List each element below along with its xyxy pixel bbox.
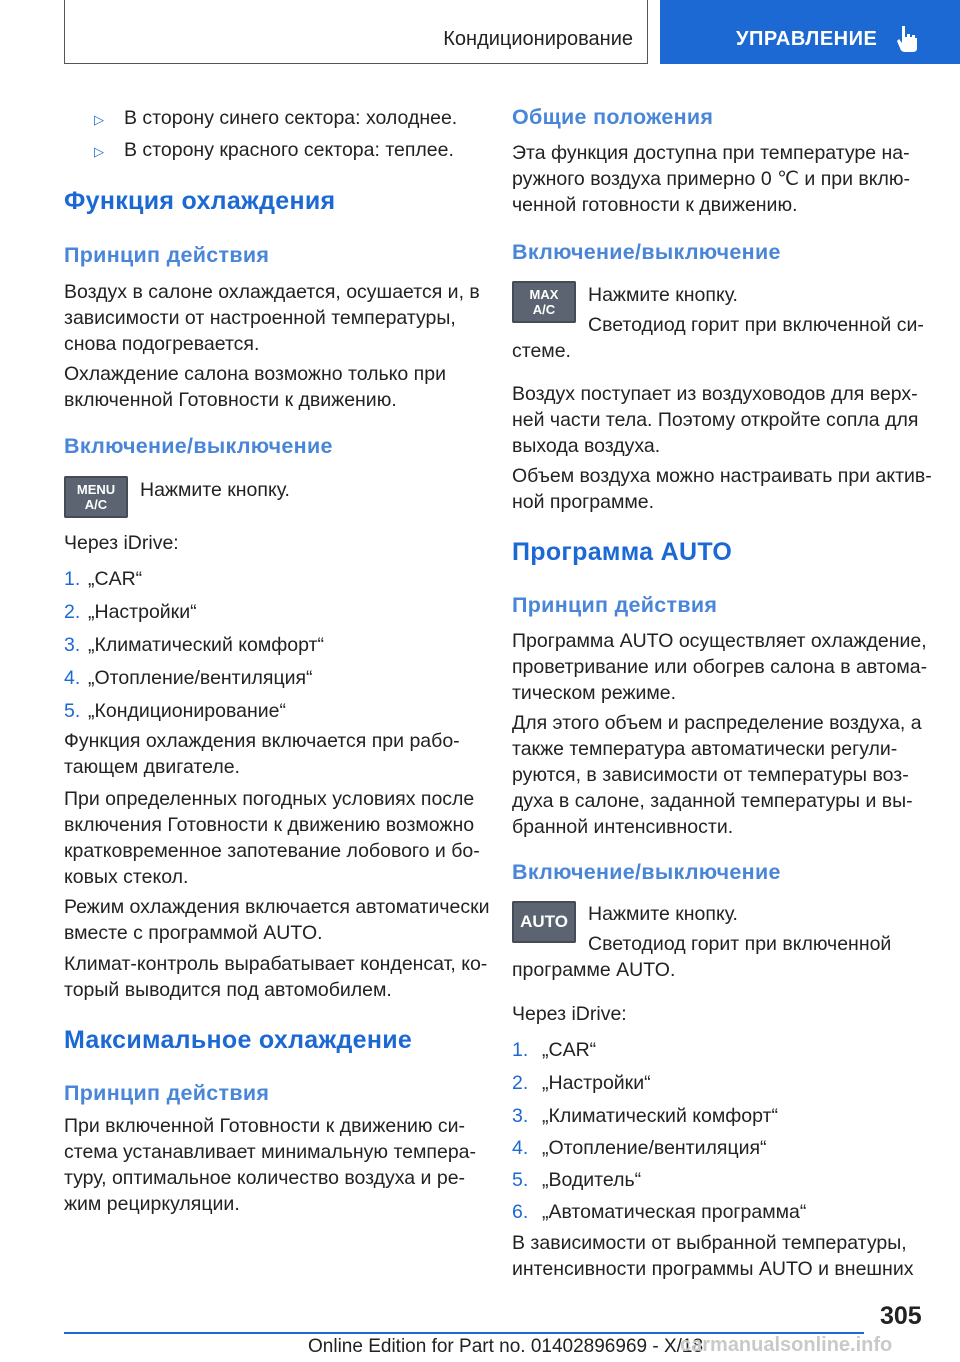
text-line: Через iDrive: <box>64 532 179 554</box>
text-line: Режим охлаждения включается автоматически <box>64 896 490 918</box>
text-line: Нажмите кнопку. <box>588 284 738 306</box>
watermark: carmanualsonline.info <box>680 1334 893 1356</box>
text-line: Нажмите кнопку. <box>588 903 738 925</box>
footer-edition: Online Edition for Part no. 01402896969 - X/18 <box>308 1336 704 1357</box>
text-line: выхода воздуха. <box>512 435 661 457</box>
text-line: стема устанавливает минимальную темпера- <box>64 1141 477 1163</box>
text-line: Климат-контроль вырабатывает конденсат, ко- <box>64 953 488 975</box>
text-line: При определенных погодных условиях после <box>64 788 475 810</box>
text-line: При включенной Готовности к движению си- <box>64 1115 466 1137</box>
text-line: кратковременное запотевание лобового и бо- <box>64 840 480 862</box>
text-line: ной программе. <box>512 491 655 513</box>
text-line: Воздух поступает из воздуховодов для верх- <box>512 383 918 405</box>
text-line: жим рециркуляции. <box>64 1193 240 1215</box>
text-line: ковых стекол. <box>64 866 189 888</box>
max-ac-button-icon: MAX A/C <box>512 281 576 323</box>
text-line: тическом режиме. <box>512 682 677 704</box>
page-number: 305 <box>880 1302 922 1330</box>
heading-cooling-function: Функция охлаждения <box>64 187 336 215</box>
text-line: включенной Готовности к движению. <box>64 389 397 411</box>
text-line: Охлаждение салона возможно только при <box>64 363 446 385</box>
text-line: Функция охлаждения включается при рабо- <box>64 730 460 752</box>
heading-on-off: Включение/выключение <box>512 240 781 264</box>
triangle-bullet-icon: ▷ <box>94 144 104 159</box>
header-section-title: Кондиционирование <box>443 28 633 50</box>
heading-principle: Принцип действия <box>64 243 270 267</box>
text-line: проветривание или обогрев салона в автома- <box>512 656 928 678</box>
text-line: бранной интенсивности. <box>512 816 734 838</box>
text-line: интенсивности программы AUTO и внешних <box>512 1258 914 1280</box>
text-line: духа в салоне, заданной температуры и вы- <box>512 790 913 812</box>
text-line: ченной готовности к движению. <box>512 194 798 216</box>
text-line: В зависимости от выбранной температуры, <box>512 1232 907 1254</box>
text-line: тающем двигателе. <box>64 756 240 778</box>
heading-max-cooling: Максимальное охлаждение <box>64 1026 413 1054</box>
text-line: также температура автоматически регули- <box>512 738 898 760</box>
triangle-bullet-icon: ▷ <box>94 112 104 127</box>
text-line: Для этого объем и распределение воздуха, а <box>512 712 922 734</box>
text-line: Светодиод горит при включенной си- <box>588 314 924 336</box>
text-line: ружного воздуха примерно 0 ℃ и при вклю- <box>512 168 911 190</box>
auto-button-icon: AUTO <box>512 901 576 943</box>
text-line: Нажмите кнопку. <box>140 479 290 501</box>
heading-principle: Принцип действия <box>64 1081 270 1105</box>
text-line: Воздух в салоне охлаждается, осушается и, в <box>64 281 480 303</box>
heading-on-off: Включение/выключение <box>64 434 333 458</box>
text-line: руются, в зависимости от температуры воз- <box>512 764 909 786</box>
header-chapter-tab[interactable] <box>660 0 960 64</box>
text-line: программе AUTO. <box>512 959 676 981</box>
text-line: снова подогревается. <box>64 333 260 355</box>
text-line: стеме. <box>512 340 571 362</box>
menu-ac-button-icon: MENU A/C <box>64 476 128 518</box>
pointing-hand-icon <box>892 24 922 54</box>
text-line: Светодиод горит при включенной <box>588 933 892 955</box>
heading-principle: Принцип действия <box>512 593 718 617</box>
text-line: торый выводится под автомобилем. <box>64 979 392 1001</box>
text-line: Эта функция доступна при температуре на- <box>512 142 910 164</box>
heading-general: Общие положения <box>512 105 714 129</box>
text-line: включения Готовности к движению возможно <box>64 814 475 836</box>
text-line: зависимости от настроенной температуры, <box>64 307 456 329</box>
header-section-box <box>64 0 648 64</box>
heading-auto-program: Программа AUTO <box>512 538 733 566</box>
text-line: Программа AUTO осуществляет охлаждение, <box>512 630 927 652</box>
text-line: туру, оптимальное количество воздуха и ре- <box>64 1167 466 1189</box>
text-line: ней части тела. Поэтому откройте сопла для <box>512 409 919 431</box>
heading-on-off: Включение/выключение <box>512 860 781 884</box>
text-line: вместе с программой AUTO. <box>64 922 323 944</box>
text-line: Через iDrive: <box>512 1003 627 1025</box>
header-chapter-title: УПРАВЛЕНИЕ <box>736 28 878 50</box>
text-line: Объем воздуха можно настраивать при актив- <box>512 465 932 487</box>
